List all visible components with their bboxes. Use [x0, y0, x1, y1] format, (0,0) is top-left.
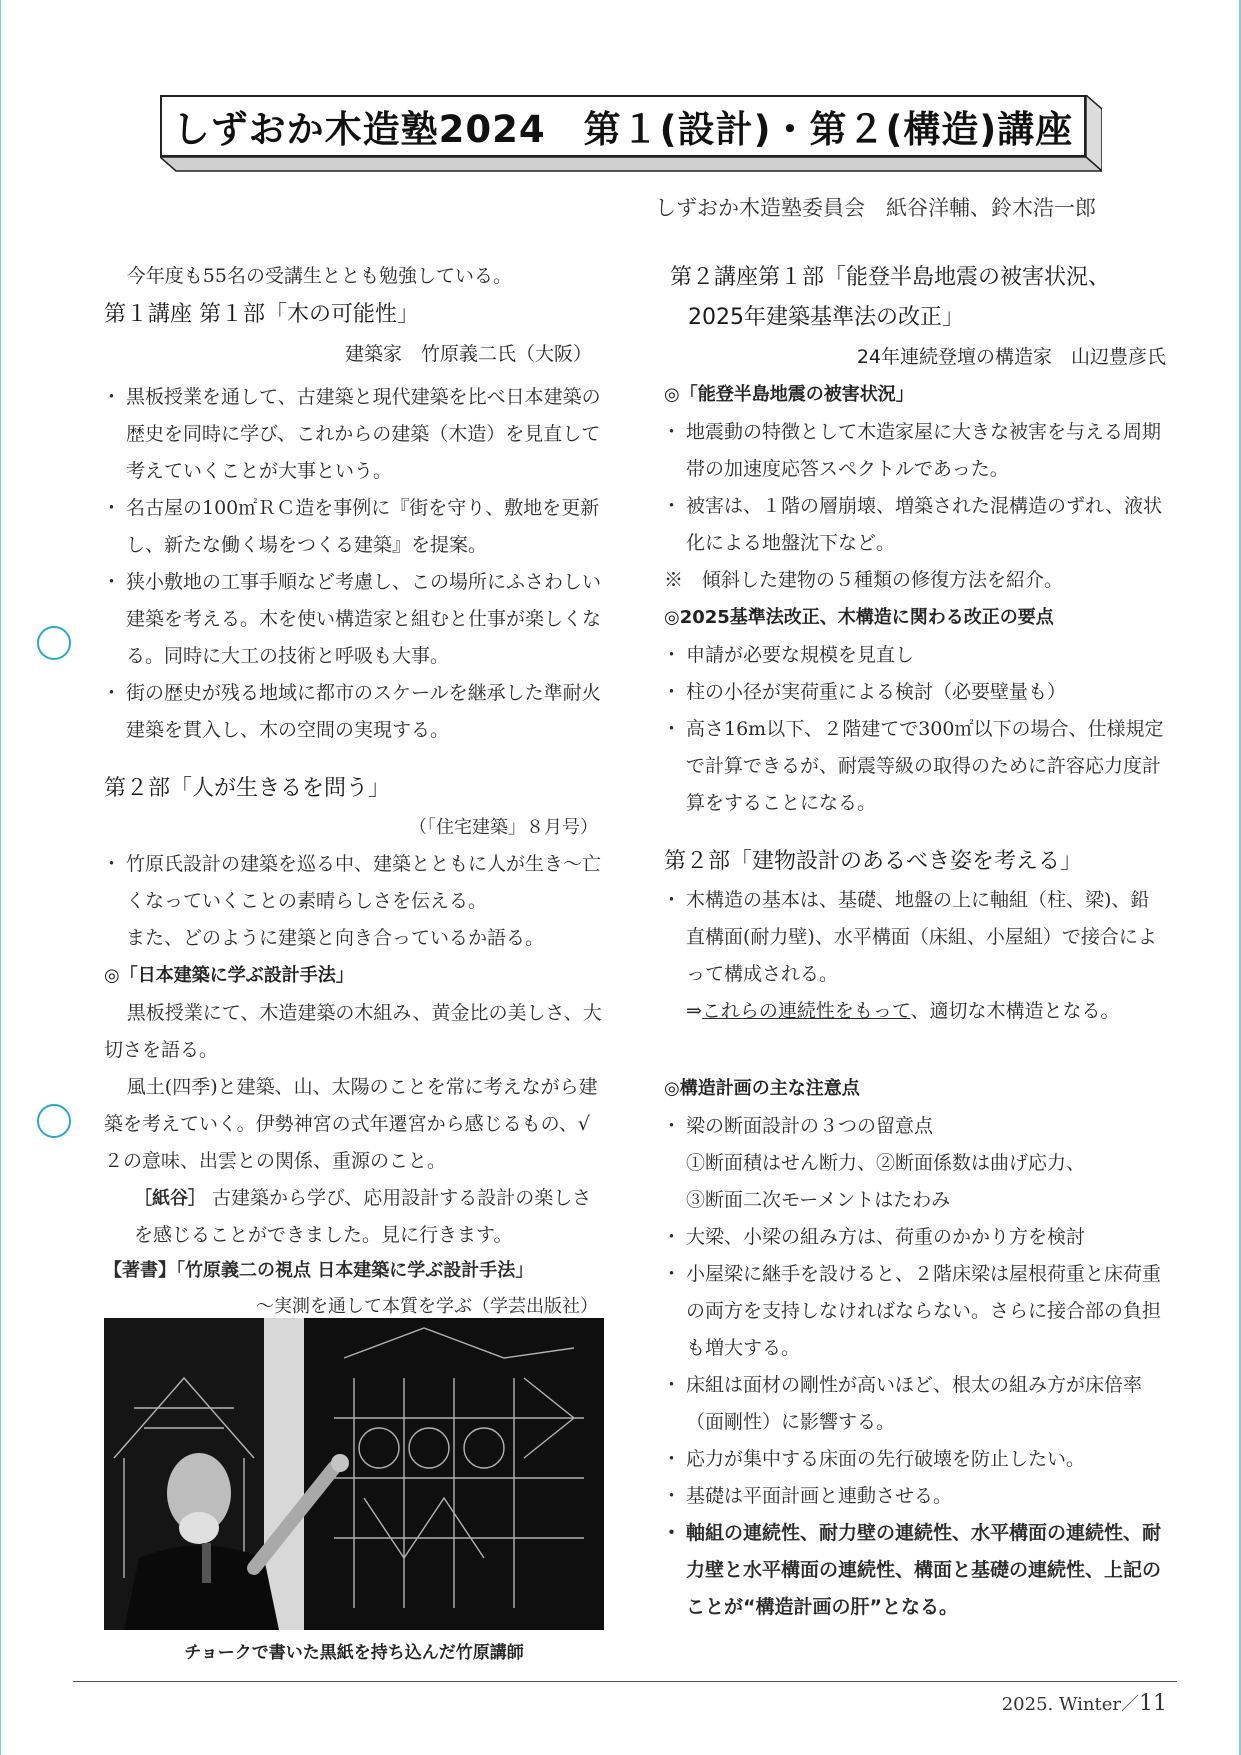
plan-bullet-emphasis: ・ 軸組の連続性、耐力壁の連続性、水平構面の連続性、耐力壁と水平構面の連続性、構面と基礎の連続性、上記のことが“構造計画の肝”となる。: [664, 1515, 1166, 1626]
plan-points-line: ①断面積はせん断力、②断面係数は曲げ応力、: [686, 1152, 1086, 1174]
law-bullet: ・ 高さ16m以下、２階建てで300㎡以下の場合、仕様規定で計算できるが、耐震等級の取得のために許容応力度計算をすることになる。: [664, 711, 1166, 822]
law-heading: ◎2025基準法改正、木構造に関わる改正の要点: [664, 607, 1054, 628]
part2-structure-heading: 第２部「建物設計のあるべき姿を考える」: [664, 849, 1083, 874]
plan-heading: ◎構造計画の主な注意点: [664, 1078, 860, 1099]
photo-caption: チョークで書いた黒紙を持ち込んだ竹原講師: [184, 1643, 524, 1663]
lecture2-heading-line2: 2025年建築基準法の改正」: [688, 305, 964, 330]
book-label: 【著書】: [104, 1260, 176, 1281]
lecture2-heading-line1: 第２講座第１部「能登半島地震の被害状況、: [670, 265, 1111, 290]
structure-conclusion: [664, 993, 1166, 1030]
lecture1-bullet: ・ 黒板授業を通して、古建築と現代建築を比べ日本建築の歴史を同時に学び、これからの建築（木造）を見直して考えていくことが大事という。: [104, 379, 604, 490]
noto-bullet: ・ 地震動の特徴として木造家屋に大きな被害を与える周期帯の加速度応答スペクトルであった。: [664, 414, 1166, 488]
plan-bullet: ・ 大梁、小梁の組み方は、荷重のかかり方を検討: [664, 1219, 1166, 1256]
right-column: [664, 258, 1166, 1626]
part2-bullet: ・ 竹原氏設計の建築を巡る中、建築とともに人が生き〜亡くなっていくことの素晴らしさを伝える。: [104, 846, 604, 920]
lecture1-bullet: ・ 狭小敷地の工事手順など考慮し、この場所にふさわしい建築を考える。木を使い構造家と組むと仕事が楽しくなる。同時に大工の技術と呼吸も大事。: [104, 564, 604, 675]
law-bullet: ・ 申請が必要な規模を見直し: [664, 637, 1166, 674]
method-paragraph: 風土(四季)と建築、山、太陽のことを常に考えながら建築を考えていく。伊勢神宮の式年遷宮から感じるもの、√２の意味、出雲との関係、重源のこと。: [104, 1076, 598, 1172]
plan-bullet: ・ 床組は面材の剛性が高いほど、根太の組み方が床倍率（面剛性）に影響する。: [664, 1367, 1166, 1441]
plan-bullet: ・ 応力が集中する床面の先行破壊を防止したい。: [664, 1441, 1166, 1478]
plan-bullet: ・ 基礎は平面計画と連動させる。: [664, 1478, 1166, 1515]
book-title: 「竹原義二の視点 日本建築に学ぶ設計手法」: [176, 1260, 534, 1281]
binder-hole-marker: [37, 626, 71, 660]
issue-label: 2025. Winter／: [1001, 1694, 1139, 1715]
conclusion-rest: 、適切な木構造となる。: [910, 1000, 1120, 1022]
lecture2-speaker: 24年連続登壇の構造家 山辺豊彦氏: [856, 346, 1166, 368]
page-edge-line-left: [0, 0, 1, 1755]
underlined-phrase: これらの連続性をもって: [701, 1000, 911, 1022]
lecture-photo-image: [104, 1318, 604, 1630]
method-paragraph: 黒板授業にて、木造建築の木組み、黄金比の美しさ、大切さを語る。: [104, 1002, 602, 1061]
book-line: [104, 1254, 604, 1288]
plan-bullet: ・ 小屋梁に継手を設けると、２階床梁は屋根荷重と床荷重の両方を支持しなければならない。さらに接合部の負担も増大する。: [664, 1256, 1166, 1367]
lecture1-bullet: ・ 街の歴史が残る地域に都市のスケールを継承した準耐火建築を貫入し、木の空間の実現する。: [104, 675, 604, 749]
page-title: しずおか木造塾2024 第１(設計)・第２(構造)講座: [160, 95, 1086, 157]
comment-note: [104, 1180, 604, 1254]
lecture1-heading: 第１講座 第１部「木の可能性」: [104, 302, 419, 327]
title-box: [160, 95, 1102, 173]
lecture1-speaker: 建築家 竹原義二氏（大阪）: [344, 343, 592, 365]
part2-continuation: また、どのように建築と向き合っているか語る。: [126, 927, 545, 949]
lecture-photo: [104, 1318, 604, 1630]
part2-source: （「住宅建築」８月号）: [409, 817, 598, 838]
lecture1-bullet: ・ 名古屋の100㎡ＲＣ造を事例に『街を守り、敷地を更新し、新たな働く場をつくる建築』を提案。: [104, 490, 604, 564]
binder-hole-marker: [37, 1104, 71, 1138]
part2-heading: 第２部「人が生きるを問う」: [104, 776, 391, 801]
noto-note: ※ 傾斜した建物の５種類の修復方法を紹介。: [664, 569, 1064, 591]
method-heading: ◎「日本建築に学ぶ設計手法」: [104, 965, 354, 986]
authors-line: しずおか木造塾委員会 紙谷洋輔、鈴木浩一郎: [655, 196, 1096, 220]
noto-heading: ◎「能登半島地震の被害状況」: [664, 384, 914, 405]
page-footer: [1002, 1690, 1167, 1716]
left-column: [104, 258, 604, 1325]
book-subtitle: 〜実測を通して本質を学ぶ（学芸出版社）: [256, 1296, 598, 1317]
noto-bullet: ・ 被害は、１階の層崩壊、増築された混構造のずれ、液状化による地盤沈下など。: [664, 488, 1166, 562]
comment-text: 古建築から学び、応用設計する設計の楽しさを感じることができました。見に行きます。: [134, 1187, 592, 1246]
intro-text: 今年度も55名の受講生ととも勉強している。: [126, 265, 512, 287]
law-bullet: ・ 柱の小径が実荷重による検討（必要壁量も）: [664, 674, 1166, 711]
footer-rule: [73, 1681, 1177, 1682]
page-number: 11: [1139, 1691, 1167, 1716]
comment-label: ［紙谷］: [134, 1188, 206, 1209]
arrow-symbol: ⇒: [686, 1000, 702, 1022]
plan-points-line: ③断面二次モーメントはたわみ: [686, 1189, 951, 1211]
structure-bullet: ・ 木構造の基本は、基礎、地盤の上に軸組（柱、梁)、鉛直構面(耐力壁)、水平構面（床組、小屋組）で接合によって構成される。: [664, 882, 1166, 993]
plan-bullet: ・ 梁の断面設計の３つの留意点: [664, 1108, 1166, 1145]
